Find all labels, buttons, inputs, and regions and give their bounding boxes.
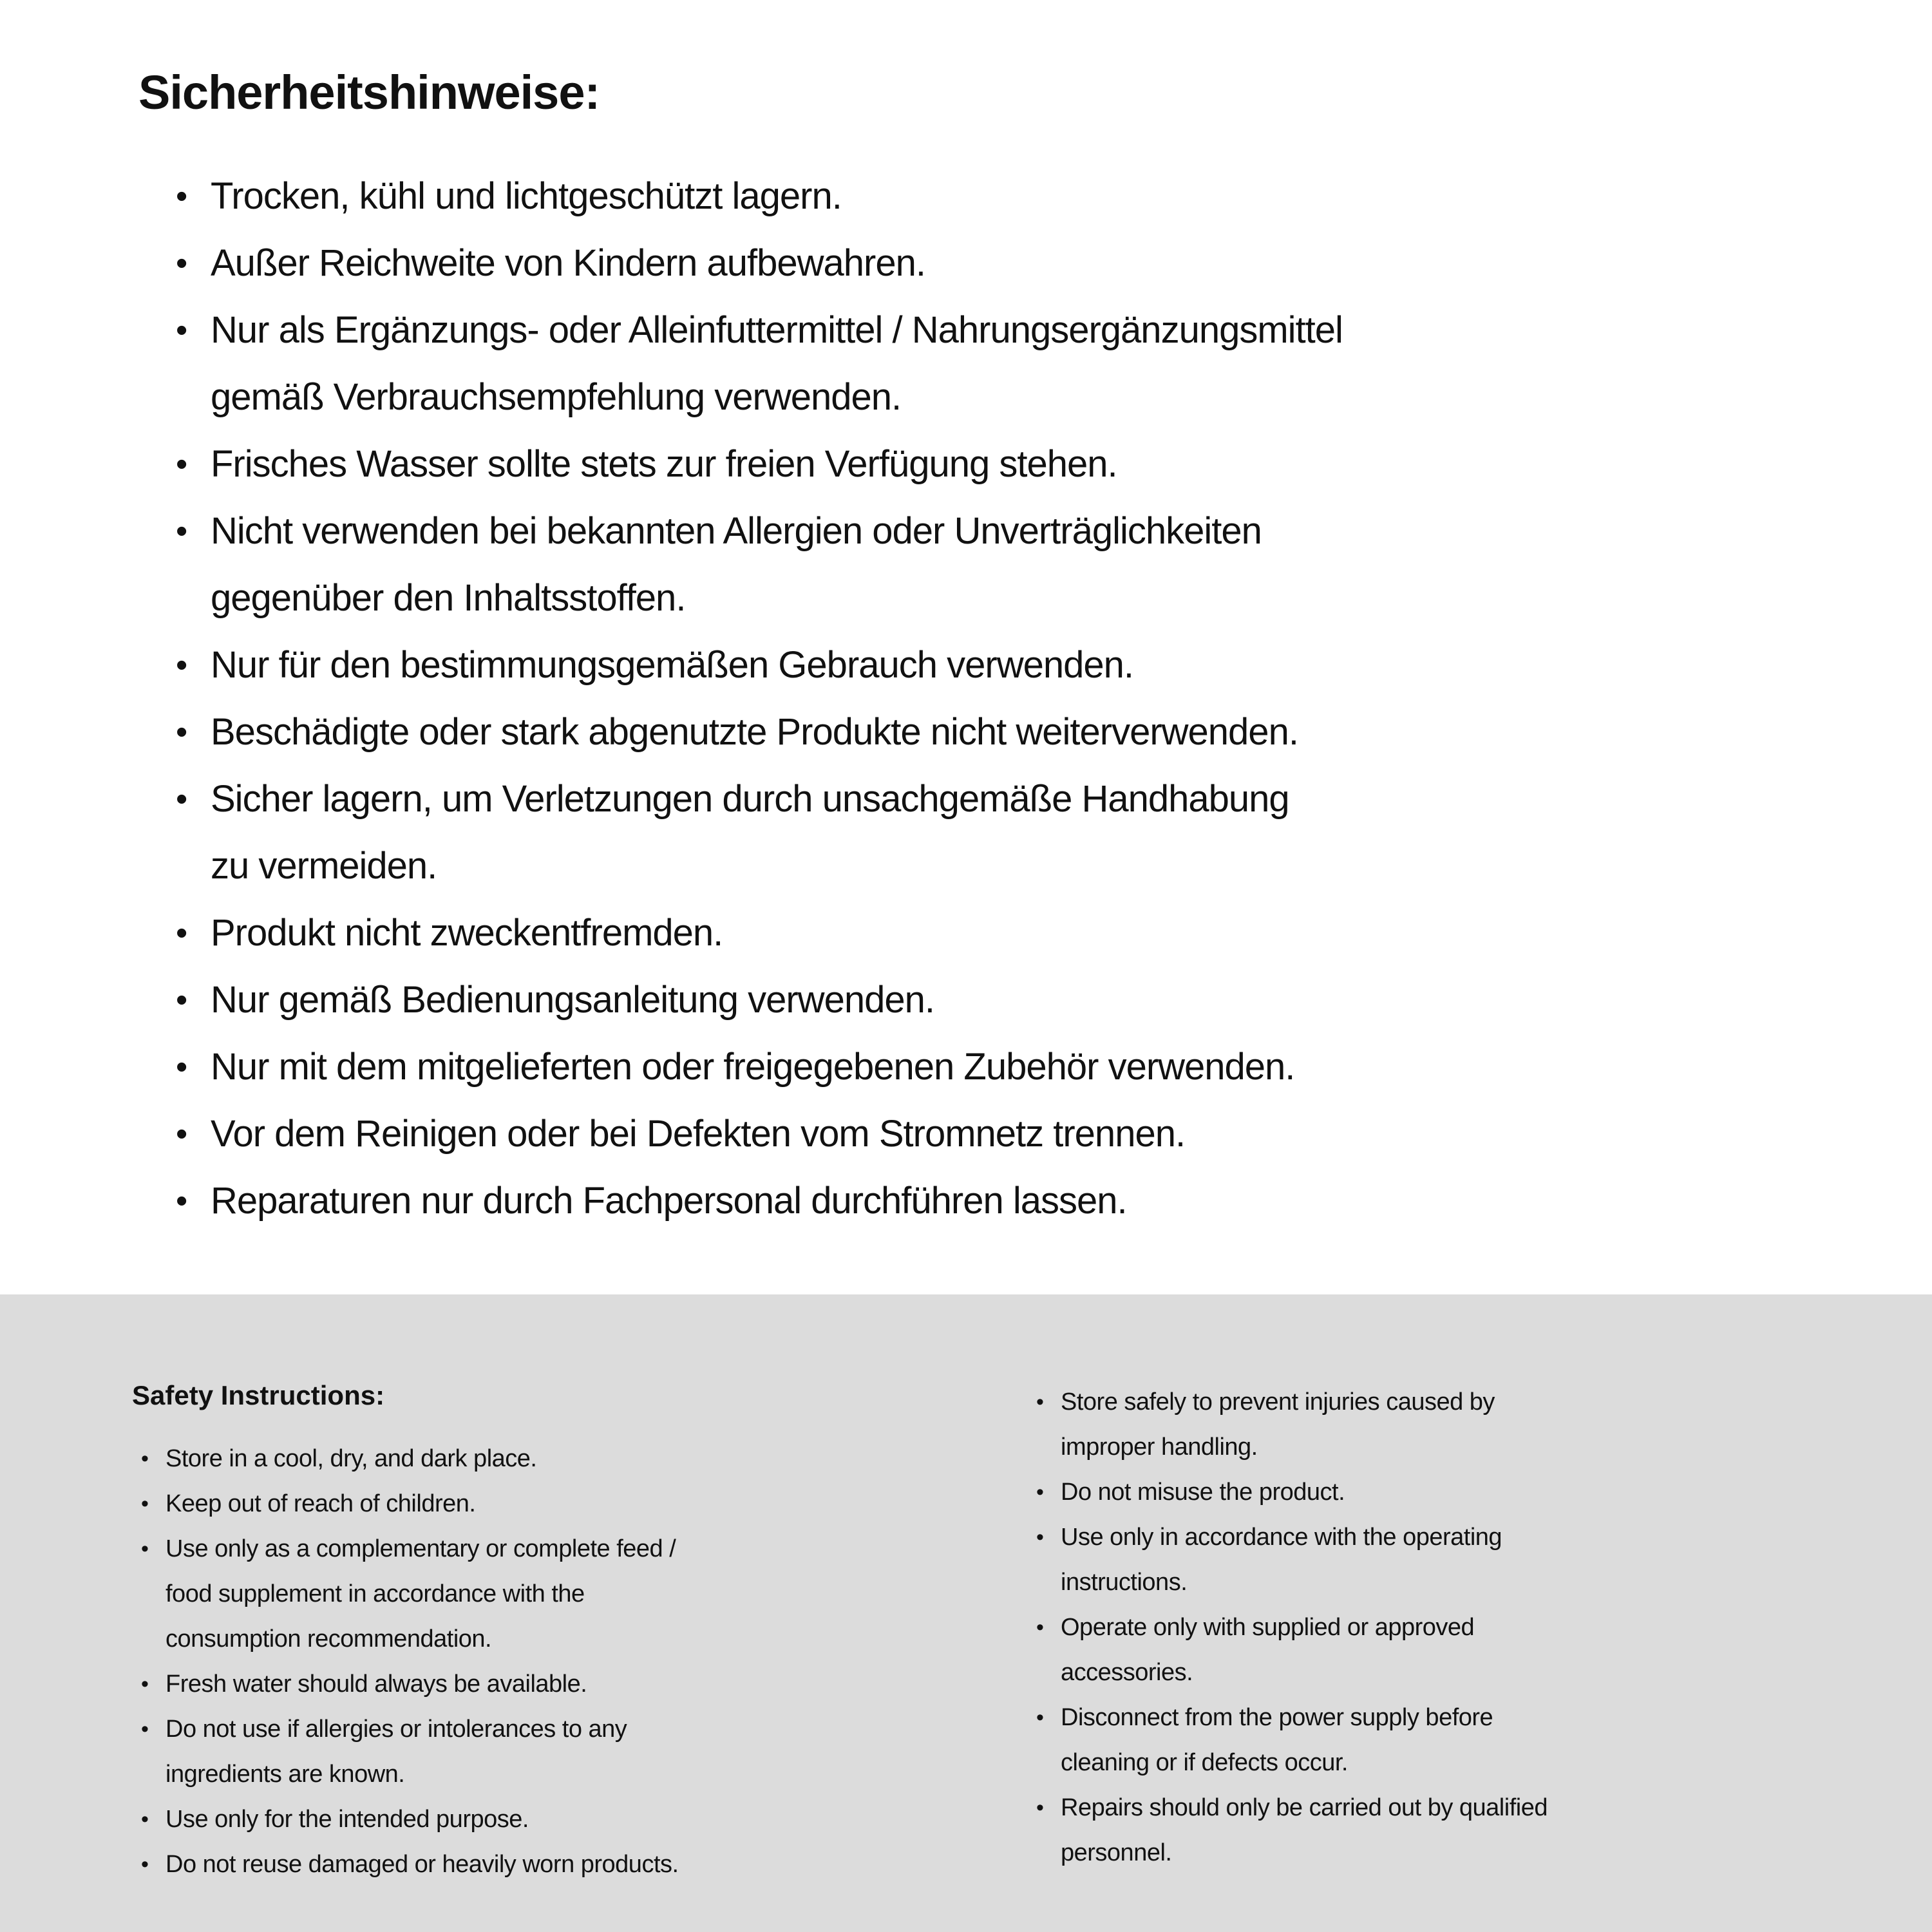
list-item-line: • Außer Reichweite von Kindern aufbewahren.	[211, 242, 925, 284]
list-item-line: consumption recommendation.	[166, 1625, 492, 1653]
list-item-line: • Sicher lagern, um Verletzungen durch unsachgemäße Handhabung	[211, 777, 1289, 820]
list-item	[138, 431, 1835, 498]
list-item	[1027, 1695, 1880, 1785]
list-item-line: • Vor dem Reinigen oder bei Defekten vom Stromnetz trennen.	[211, 1112, 1186, 1155]
list-item	[132, 1481, 1008, 1526]
list-item-line: • Nur als Ergänzungs- oder Alleinfuttermittel / Nahrungsergänzungsmittel	[211, 308, 1343, 351]
list-item	[132, 1707, 1008, 1797]
list-item-line: • Operate only with supplied or approved	[1061, 1614, 1475, 1641]
list-item-line: improper handling.	[1061, 1434, 1258, 1461]
list-item-line: • Fresh water should always be available.	[166, 1671, 587, 1698]
list-item-line: • Reparaturen nur durch Fachpersonal durchführen lassen.	[211, 1179, 1127, 1222]
list-item-line: • Do not misuse the product.	[1061, 1479, 1345, 1506]
list-item-line: • Trocken, kühl und lichtgeschützt lagern.	[211, 175, 842, 217]
list-item	[138, 699, 1835, 766]
list-item-line: cleaning or if defects occur.	[1061, 1749, 1348, 1776]
list-item	[132, 1526, 1008, 1662]
list-item	[1027, 1379, 1880, 1470]
list-item-line: • Nur für den bestimmungsgemäßen Gebrauch verwenden.	[211, 643, 1133, 686]
list-item-line: • Keep out of reach of children.	[166, 1490, 476, 1518]
list-item	[132, 1842, 1008, 1887]
list-item-line: accessories.	[1061, 1659, 1193, 1686]
list-item	[138, 498, 1835, 632]
list-item-line: • Frisches Wasser sollte stets zur freien Verfügung stehen.	[211, 442, 1117, 485]
english-section-heading: Safety Instructions:	[132, 1380, 385, 1410]
list-item	[1027, 1515, 1880, 1605]
list-item-line: ingredients are known.	[166, 1761, 405, 1788]
english-safety-section	[0, 1294, 1932, 1932]
list-item	[1027, 1470, 1880, 1515]
list-item	[138, 766, 1835, 900]
list-item-line: instructions.	[1061, 1569, 1188, 1596]
list-item	[138, 900, 1835, 967]
list-item-line: • Repairs should only be carried out by qualified	[1061, 1794, 1548, 1821]
list-item-line: • Use only for the intended purpose.	[166, 1806, 529, 1833]
list-item-line: • Disconnect from the power supply before	[1061, 1704, 1493, 1731]
list-item-line: • Use only in accordance with the operating	[1061, 1524, 1502, 1551]
german-section-heading: Sicherheitshinweise:	[138, 66, 600, 119]
list-item-line: • Do not reuse damaged or heavily worn products.	[166, 1851, 679, 1879]
english-safety-list-right	[1027, 1379, 1880, 1875]
list-item-line: • Nur gemäß Bedienungsanleitung verwenden.	[211, 978, 934, 1021]
list-item	[138, 632, 1835, 699]
list-item-line: personnel.	[1061, 1839, 1172, 1866]
list-item-line: • Store in a cool, dry, and dark place.	[166, 1445, 537, 1473]
list-item-line: • Use only as a complementary or complete feed /	[166, 1535, 676, 1563]
list-item-line: • Do not use if allergies or intolerances to any	[166, 1716, 627, 1743]
list-item-line: • Beschädigte oder stark abgenutzte Produkte nicht weiterverwenden.	[211, 710, 1298, 753]
list-item	[1027, 1785, 1880, 1875]
list-item	[138, 230, 1835, 297]
list-item	[132, 1436, 1008, 1481]
list-item-line: zu vermeiden.	[211, 844, 437, 887]
list-item-line: • Store safely to prevent injuries caused by	[1061, 1388, 1495, 1416]
english-left-column	[132, 1379, 1008, 1887]
list-item	[138, 1101, 1835, 1168]
english-safety-list-left	[132, 1436, 1008, 1887]
list-item	[138, 967, 1835, 1034]
list-item	[138, 163, 1835, 230]
list-item-line: gegenüber den Inhaltsstoffen.	[211, 576, 686, 619]
list-item-line: • Produkt nicht zweckentfremden.	[211, 911, 723, 954]
list-item	[1027, 1605, 1880, 1695]
english-right-column	[1027, 1379, 1880, 1875]
german-safety-list	[138, 163, 1835, 1235]
list-item-line: gemäß Verbrauchsempfehlung verwenden.	[211, 375, 902, 418]
list-item-line: • Nicht verwenden bei bekannten Allergien oder Unverträglichkeiten	[211, 509, 1262, 552]
list-item	[138, 297, 1835, 431]
list-item	[138, 1034, 1835, 1101]
list-item-line: food supplement in accordance with the	[166, 1580, 585, 1608]
list-item	[132, 1662, 1008, 1707]
list-item-line: • Nur mit dem mitgelieferten oder freigegebenen Zubehör verwenden.	[211, 1045, 1295, 1088]
list-item	[132, 1797, 1008, 1842]
list-item	[138, 1168, 1835, 1235]
